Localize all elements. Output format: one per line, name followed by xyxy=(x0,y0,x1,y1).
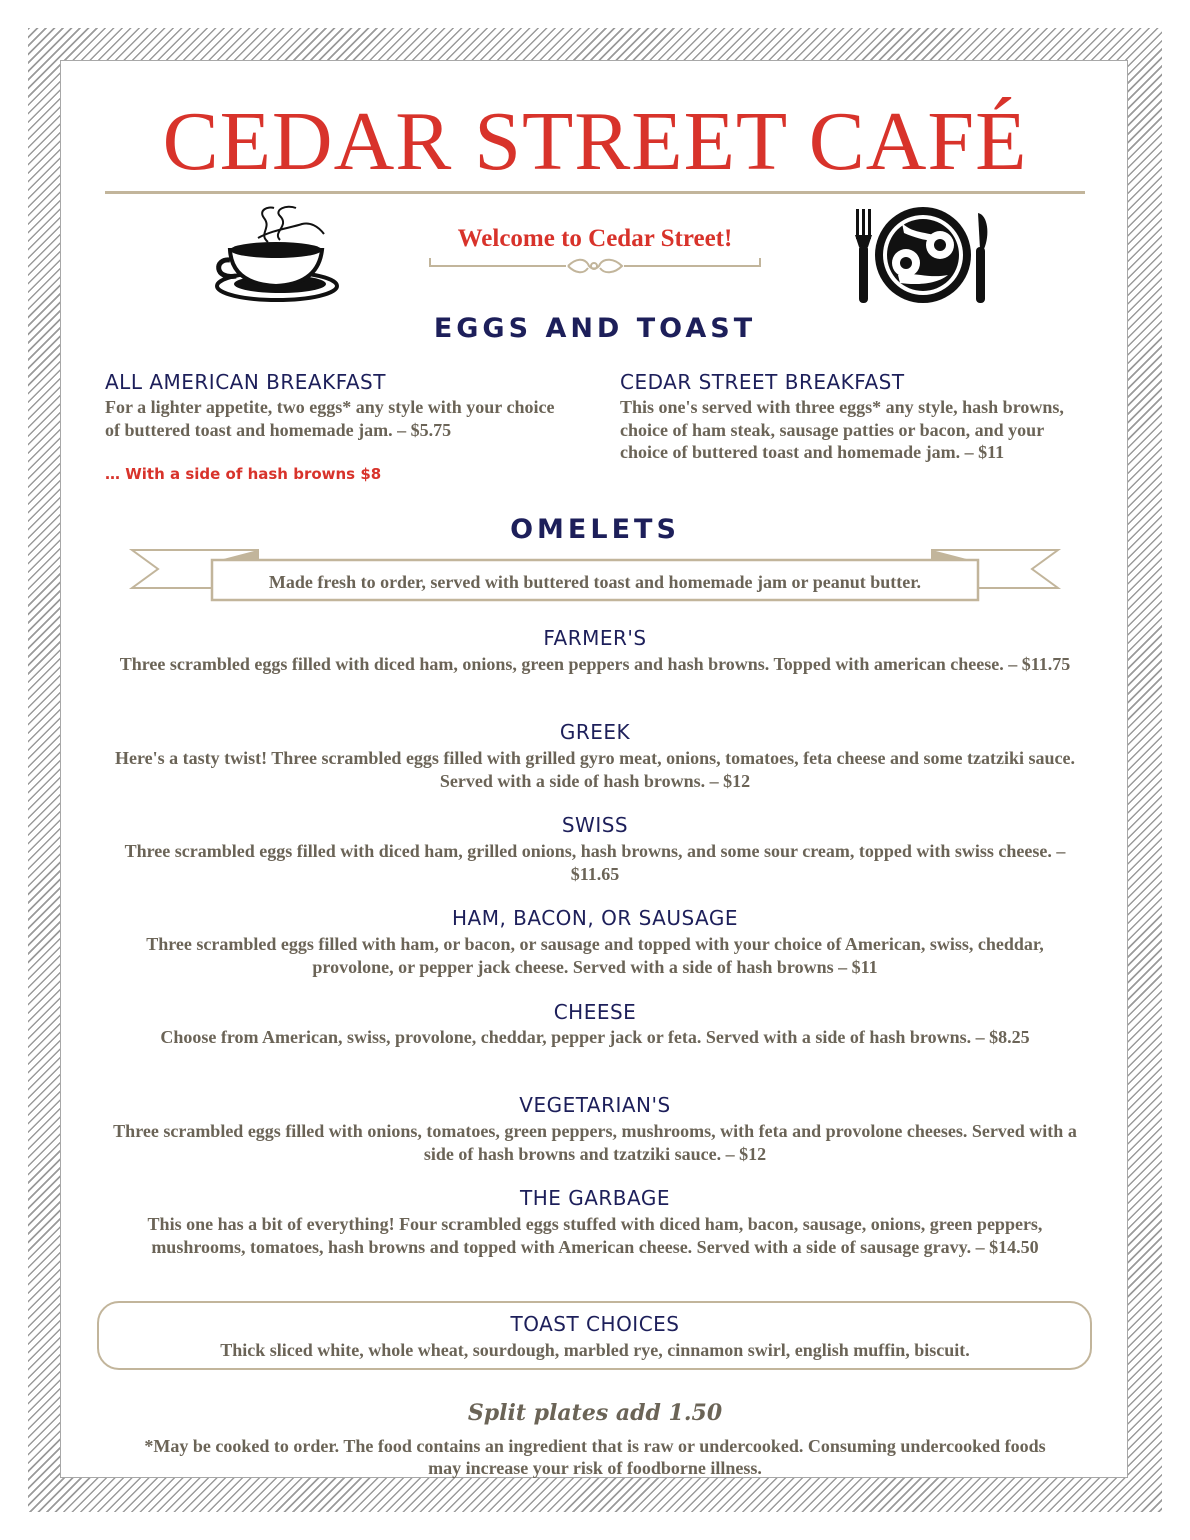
toast-choices-heading: TOAST CHOICES xyxy=(510,1312,680,1336)
welcome-ornament xyxy=(428,256,762,276)
item-title: FARMER'S xyxy=(543,626,647,650)
side-note: … With a side of hash browns $8 xyxy=(105,465,382,483)
item-description: Three scrambled eggs filled with diced ham, onions, green peppers and hash browns. Topped with american cheese. – $11.75 xyxy=(119,654,1071,674)
item-title: CEDAR STREET BREAKFAST xyxy=(620,370,905,394)
toast-choices-list: Thick sliced white, whole wheat, sourdough, marbled rye, cinnamon swirl, english muffin, biscuit. xyxy=(220,1340,970,1360)
item-title: ALL AMERICAN BREAKFAST xyxy=(105,370,386,394)
item-description: For a lighter appetite, two eggs* any style with your choice of buttered toast and homemade jam. – $5.75 xyxy=(105,397,555,440)
item-description: Here's a tasty twist! Three scrambled eggs filled with grilled gyro meat, onions, tomatoes, feta cheese and some tzatziki sauce. Served with a side of hash browns. – $12 xyxy=(114,748,1076,791)
ribbon-text: Made fresh to order, served with buttered toast and homemade jam or peanut butter. xyxy=(268,572,922,592)
item-title: CHEESE xyxy=(553,1000,637,1024)
item-description: Three scrambled eggs filled with diced ham, grilled onions, hash browns, and some sour cream, topped with swiss cheese. – $11.65 xyxy=(124,841,1066,884)
split-plates-note: Split plates add 1.50 xyxy=(467,1400,723,1426)
cafe-title: CEDAR STREET CAFÉ xyxy=(162,95,1028,188)
breakfast-plate-icon xyxy=(852,205,994,307)
title-divider xyxy=(105,191,1085,194)
item-description: Three scrambled eggs filled with onions, tomatoes, green peppers, mushrooms, with feta and provolone cheeses. Served with a side of hash browns and tzatziki sauce. – $12 xyxy=(113,1121,1077,1164)
item-description: This one has a bit of everything! Four scrambled eggs stuffed with diced ham, bacon, sausage, onions, green peppers, mushrooms, tomatoes, hash browns and topped with American cheese. Served with a side of sausage gravy. – $14.50 xyxy=(147,1214,1043,1257)
coffee-cup-icon xyxy=(210,204,345,304)
item-title: SWISS xyxy=(561,813,629,837)
item-title: HAM, BACON, OR SAUSAGE xyxy=(451,906,739,930)
food-disclaimer: *May be cooked to order. The food contains an ingredient that is raw or undercooked. Consuming undercooked foods may increase your risk of foodborne illness. xyxy=(144,1436,1046,1478)
item-description: Choose from American, swiss, provolone, cheddar, pepper jack or feta. Served with a side of hash browns. – $8.25 xyxy=(160,1027,1030,1047)
item-title: THE GARBAGE xyxy=(519,1186,670,1210)
omelets-heading: OMELETS xyxy=(510,514,680,545)
eggs-toast-heading: EGGS AND TOAST xyxy=(433,313,757,344)
item-title: VEGETARIAN'S xyxy=(519,1093,671,1117)
item-title: GREEK xyxy=(559,720,631,744)
welcome-message: Welcome to Cedar Street! xyxy=(457,225,733,252)
item-description: Three scrambled eggs filled with ham, or bacon, or sausage and topped with your choice of American, swiss, cheddar, provolone, or pepper jack cheese. Served with a side of hash browns – $11 xyxy=(146,934,1044,977)
item-description: This one's served with three eggs* any style, hash browns, choice of ham steak, sausage patties or bacon, and your choice of buttered toast and homemade jam. – $11 xyxy=(620,397,1064,462)
